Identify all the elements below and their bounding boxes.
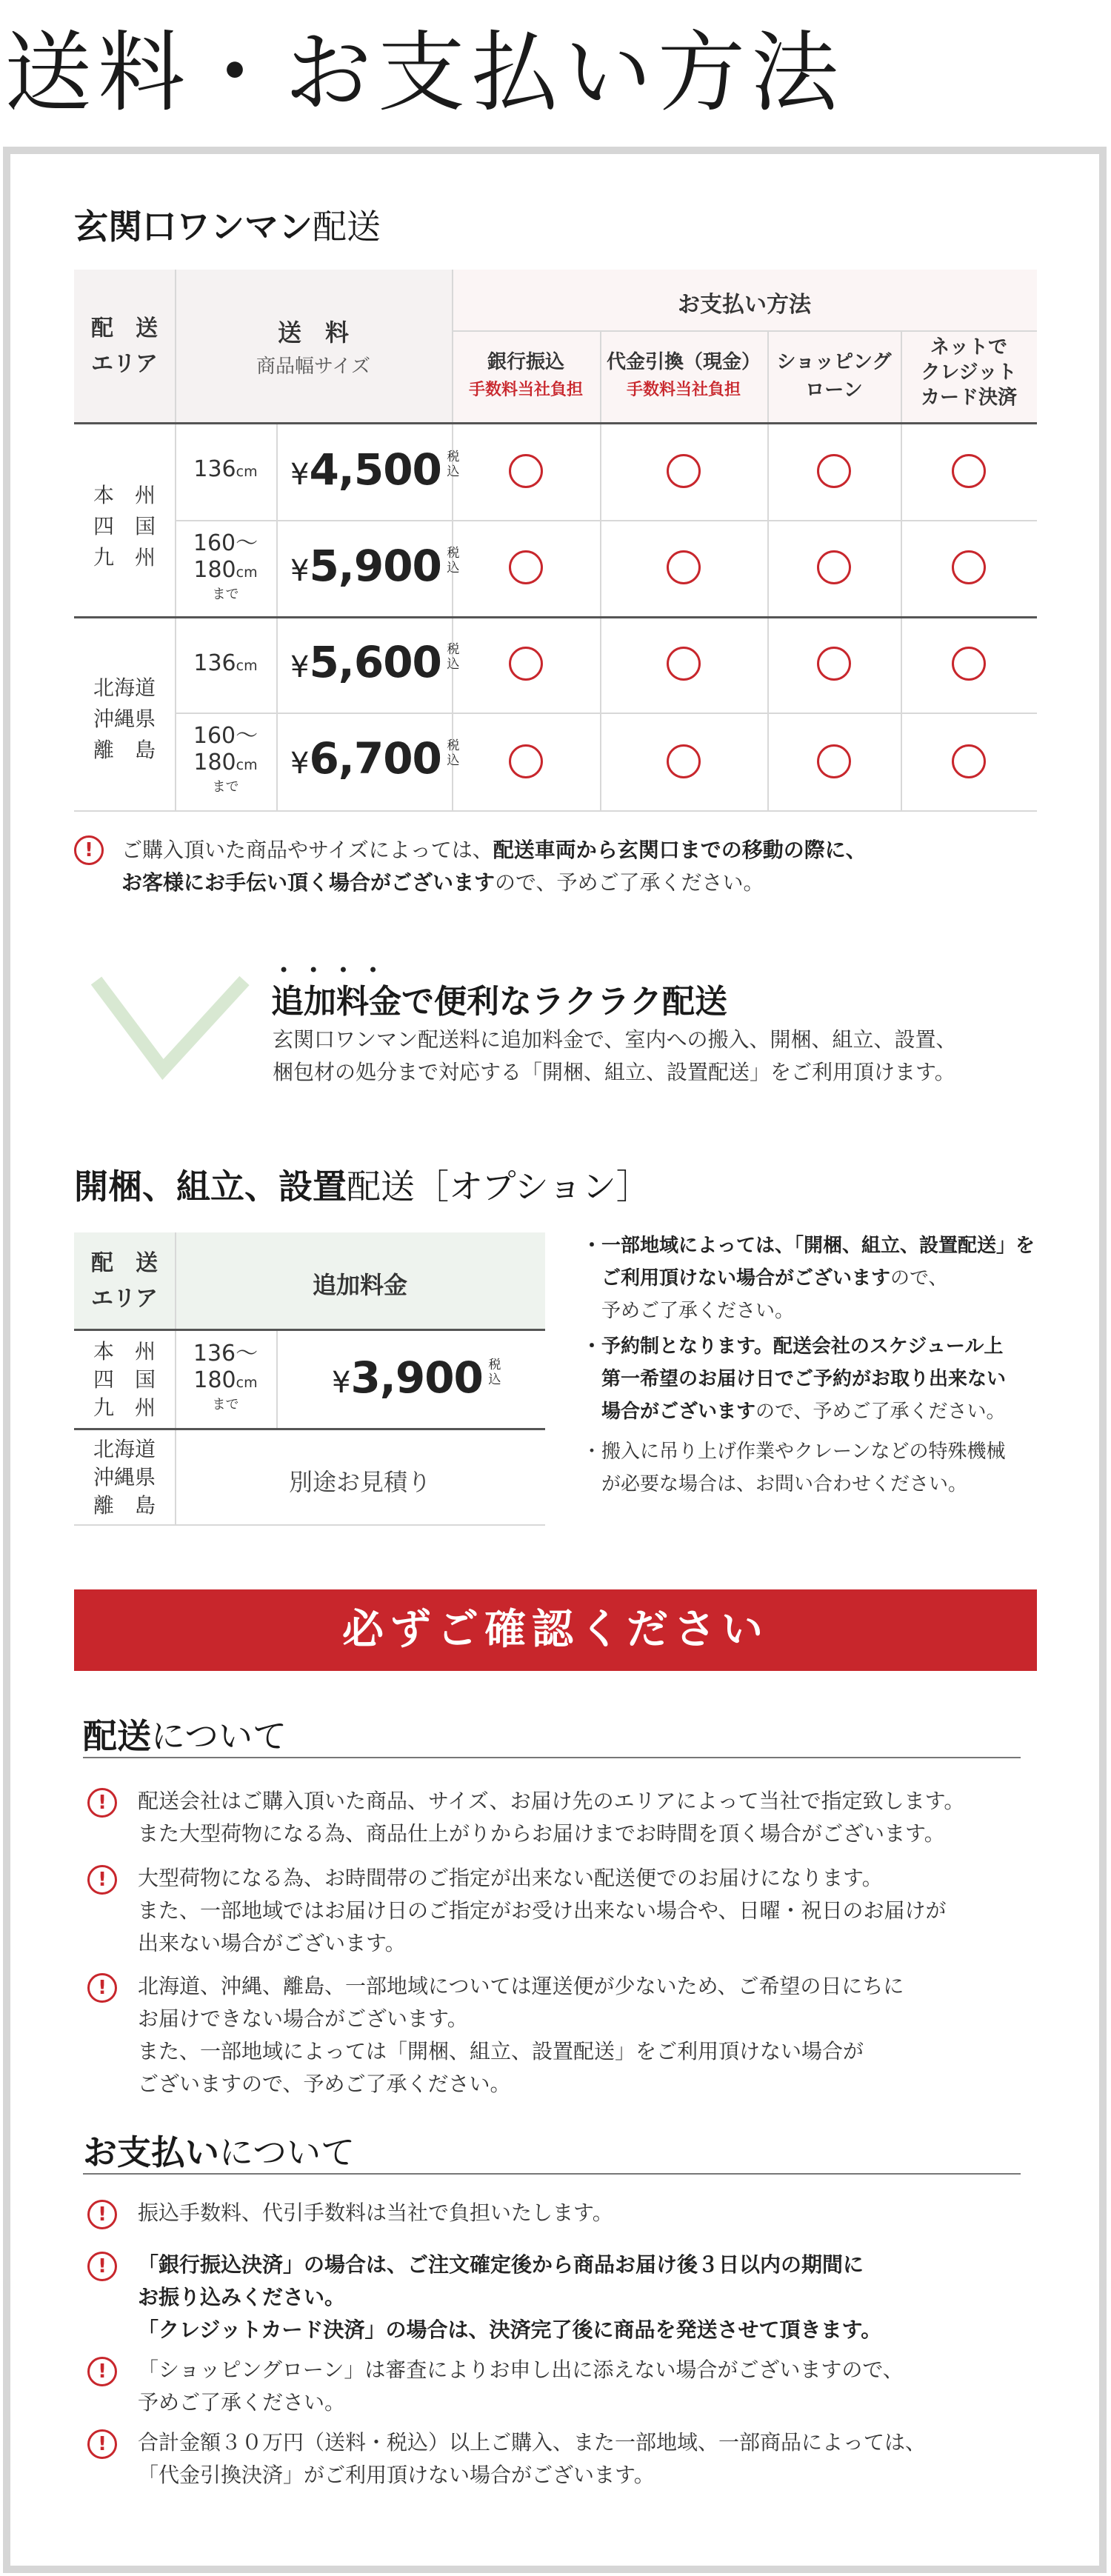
available-mark (667, 647, 701, 681)
caution-icon: ! (87, 1788, 117, 1818)
option-note-2: ・予約制となります。配送会社のスケジュール上 第一希望のお届け日でご予約がお取り出来ない 場合がございますので、予めご了承ください。 (582, 1335, 1007, 1423)
available-mark (952, 744, 986, 778)
pay-col-cod: 代金引換（現金） 手数料当社負担 (606, 351, 761, 399)
payment-item-4: 合計金額３０万円（送料・税込）以上ご購入、また一部地域、一部商品によっては、 「代金引換決済」がご利用頂けない場合がございます。 (138, 2430, 927, 2487)
caution-icon: ! (87, 2200, 117, 2229)
table1-note: ご購入頂いた商品やサイズによっては、配送車両から玄関口までの移動の際に、 お客様にお手伝い頂く場合がございますので、予めご了承ください。 (121, 838, 867, 895)
payment-title: お支払いについて (83, 2132, 356, 2172)
option-size: 136～ 180cm まで (193, 1341, 258, 1412)
option-fee-table (74, 1232, 545, 1526)
addl-fee-header: 追加料金 (312, 1271, 407, 1299)
size-136-g1: 136cm (193, 456, 258, 482)
available-mark (952, 454, 986, 488)
payment-item-1: 振込手数料、代引手数料は当社で負担いたします。 (138, 2200, 613, 2225)
area-honshu: 本 州 四 国 九 州 (93, 1339, 156, 1420)
available-mark (509, 454, 543, 488)
pay-col-bank: 銀行振込 手数料当社負担 (468, 351, 583, 399)
caution-icon: ! (87, 2429, 117, 2459)
available-mark (817, 647, 851, 681)
delivery-item-2: 大型荷物になる為、お時間帯のご指定が出来ない配送便でのお届けになります。 また、一部地域ではお届け日のご指定がお受け出来ない場合や、日曜・祝日のお届けが 出来ない場合がございます。 (138, 1866, 947, 1955)
option-note-3: ・搬入に吊り上げ作業やクレーンなどの特殊機械 が必要な場合は、お問い合わせください。 (582, 1441, 1006, 1495)
option-note-1: ・一部地域によっては、「開梱、組立、設置配送」を ご利用頂けない場合がございますので、 予めご了承ください。 (582, 1235, 1035, 1322)
size-136-g2: 136cm (193, 650, 258, 676)
caution-icon: ! (87, 1865, 117, 1895)
size-160-180-g2: 160～ 180cm まで (193, 723, 258, 795)
area-header: 配 送 エリア (91, 1250, 158, 1312)
available-mark (817, 454, 851, 488)
caution-icon: ! (87, 2357, 117, 2386)
price-5600: ¥5,600 税 込 (290, 637, 460, 687)
available-mark (667, 744, 701, 778)
separate-estimate: 別途お見積り (288, 1468, 431, 1496)
rakuraku-title: 追加料金で便利なラクラク配送 (271, 983, 727, 1021)
caution-icon: ! (87, 2252, 117, 2281)
section-title-light: 配送 (313, 207, 381, 247)
pay-col-credit: ネットで クレジット カード決済 (920, 336, 1017, 409)
delivery-item-3: 北海道、沖縄、離島、一部地域については運送便が少ないため、ご希望の日にちに お届けできない場合がございます。 また、一部地域によっては「開梱、組立、設置配送」をご利用頂けない場合が ございますので、予めご了承ください。 (138, 1974, 904, 2096)
area-header: 配 送 エリア (91, 316, 158, 377)
checkmark-icon (89, 967, 252, 1086)
emphasis-dots: •••• (278, 960, 398, 981)
shipping-fee-table (74, 270, 1037, 812)
available-mark (509, 744, 543, 778)
price-3900: ¥3,900 税 込 (332, 1352, 501, 1403)
available-mark (952, 647, 986, 681)
available-mark (817, 550, 851, 584)
payment-item-2: 「銀行振込決済」の場合は、ご注文確定後から商品お届け後３日以内の期間に お振り込みください。 「クレジットカード決済」の場合は、決済完了後に商品を発送させて頂きます。 (138, 2252, 882, 2342)
section-title-genkan (74, 200, 381, 249)
area-hokkaido: 北海道 沖縄県 離 島 (93, 1437, 156, 1518)
price-5900: ¥5,900 税 込 (290, 541, 460, 591)
available-mark (817, 744, 851, 778)
payment-header: お支払い方法 (678, 292, 811, 318)
area-honshu: 本 州 四 国 九 州 (93, 483, 156, 570)
available-mark (952, 550, 986, 584)
price-4500: ¥4,500 税 込 (290, 444, 460, 495)
fee-subheader: 商品幅サイズ (256, 356, 370, 378)
available-mark (509, 550, 543, 584)
available-mark (667, 454, 701, 488)
rakuraku-desc: 玄関口ワンマン配送料に追加料金で、室内への搬入、開梱、組立、設置、 梱包材の処分まで対応する「開梱、組立、設置配送」をご利用頂けます。 (273, 1027, 957, 1084)
fee-header: 送 料 (277, 318, 349, 347)
pay-col-loan: ショッピング ローン (776, 351, 892, 401)
page-title: 送料・お支払い方法 (4, 21, 845, 124)
size-160-180-g1: 160～ 180cm まで (193, 530, 258, 602)
available-mark (667, 550, 701, 584)
price-6700: ¥6,700 税 込 (290, 733, 460, 784)
delivery-title: 配送について (83, 1716, 287, 1756)
payment-item-3: 「ショッピングローン」は審査によりお申し出に添えない場合がございますので、 予めご了承ください。 (138, 2358, 904, 2415)
caution-icon: ! (74, 835, 104, 865)
available-mark (509, 647, 543, 681)
confirm-banner: 必ずご確認ください (74, 1589, 1037, 1671)
section-title-option: 開梱、組立、設置配送［オプション］ (74, 1167, 650, 1207)
area-hokkaido: 北海道 沖縄県 離 島 (93, 675, 156, 762)
caution-icon: ! (87, 1973, 117, 2003)
delivery-item-1: 配送会社はご購入頂いた商品、サイズ、お届け先のエリアによって当社で指定致します。 また大型荷物になる為、商品仕上がりからお届けまでお時間を頂く場合がございます。 (138, 1789, 965, 1846)
section-title-bold: 玄関口ワンマン (74, 207, 313, 247)
